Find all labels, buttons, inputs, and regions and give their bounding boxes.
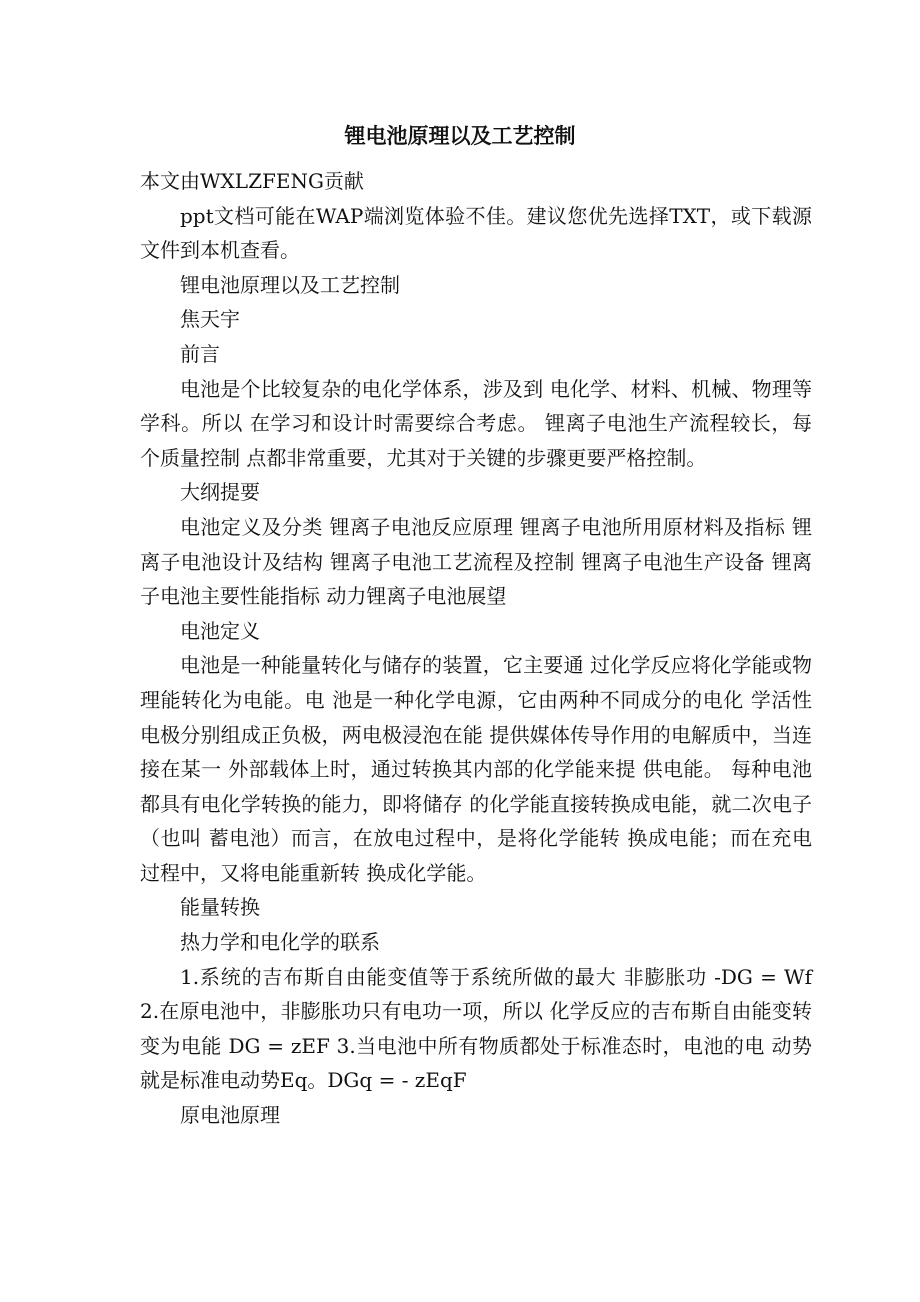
section-heading-thermo-electrochem: 热力学和电化学的联系: [180, 930, 380, 955]
paragraph-thermo-electrochem: 1.系统的吉布斯自由能变值等于系统所做的最大 非膨胀功 -DG = Wf 2.在原电池中，非膨胀功只有电功一项，所以 化学反应的吉布斯自由能变转变为电能 DG = zEF 3.当电池中所有物质都处于标准态时，电池的电 动势就是标准电动势Eq。DGq = - zEqF: [140, 964, 812, 1093]
section-heading-outline: 大纲提要: [180, 480, 260, 505]
paragraph-format-note: ppt文档可能在WAP端浏览体验不佳。建议您优先选择TXT，或下载源文件到本机查看。: [140, 203, 812, 263]
section-heading-battery-definition: 电池定义: [180, 618, 260, 643]
section-heading-preface: 前言: [180, 341, 220, 366]
document-body: [140, 164, 812, 1133]
paragraph-outline: 电池定义及分类 锂离子电池反应原理 锂离子电池所用原材料及指标 锂离子电池设计及结构 锂离子电池工艺流程及控制 锂离子电池生产设备 锂离子电池主要性能指标 动力锂离子电池展望: [140, 514, 812, 609]
paragraph-author: 焦天宇: [180, 307, 240, 332]
paragraph-source-note: 本文由WXLZFENG贡献: [140, 169, 364, 193]
document-title: 锂电池原理以及工艺控制: [344, 124, 576, 148]
paragraph-subtitle: 锂电池原理以及工艺控制: [180, 272, 400, 297]
paragraph-battery-definition: 电池是一种能量转化与储存的装置，它主要通 过化学反应将化学能或物理能转化为电能。电 池是一种化学电源，它由两种不同成分的电化 学活性电极分别组成正负极，两电极浸泡在能 提供媒体传导作用的电解质中，当连接在某一 外部载体上时，通过转换其内部的化学能来提 供电能。 每种电池都具有电化学转换的能力，即将储存 的化学能直接转换成电能，就二次电子（也叫 蓄电池）而言，在放电过程中，是将化学能转 换成电能；而在充电过程中，又将电能重新转 换成化学能。: [140, 653, 812, 885]
paragraph-preface: 电池是个比较复杂的电化学体系，涉及到 电化学、材料、机械、物理等学科。所以 在学习和设计时需要综合考虑。 锂离子电池生产流程较长，每个质量控制 点都非常重要，尤其对于关键的步骤更要严格控制。: [140, 376, 812, 470]
section-heading-galvanic-cell: 原电池原理: [180, 1103, 280, 1128]
section-heading-energy-conversion: 能量转换: [180, 895, 260, 920]
